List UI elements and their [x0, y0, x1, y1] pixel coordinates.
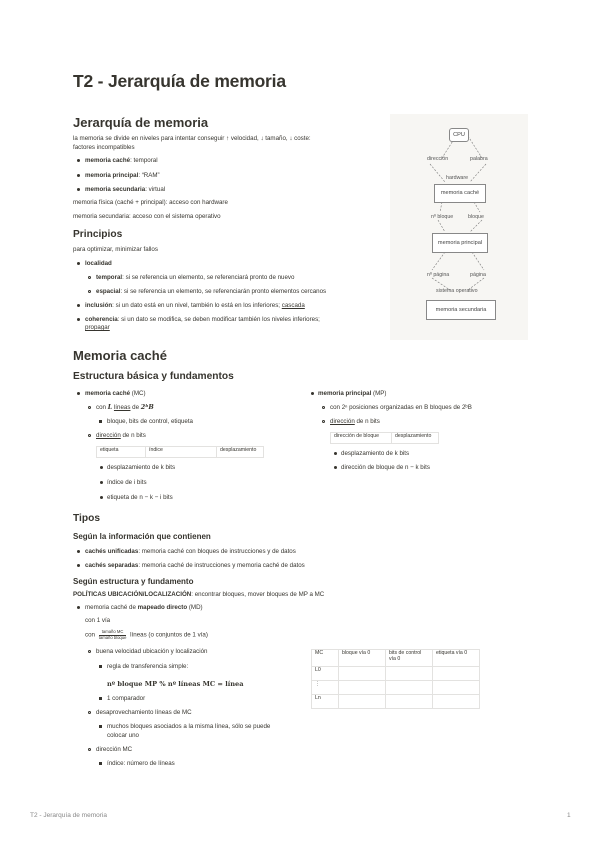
mc-indice: índice de i bits	[107, 479, 147, 486]
table-cell: etiqueta	[97, 447, 146, 458]
bullet-icon	[77, 188, 80, 191]
table-cell: desplazamiento	[217, 447, 264, 458]
diagram-label: sistema operativo	[436, 288, 478, 294]
bullet-icon	[88, 748, 91, 751]
list-item: memoria principal: “RAM”	[85, 172, 160, 179]
propagar-link[interactable]: propagar	[85, 324, 110, 331]
bullet-icon	[77, 318, 80, 321]
con-lineas: con tamaño MC tamaño bloque líneas (o conjuntos de 1 vía)	[85, 629, 208, 640]
mc-desp: desplazamiento de k bits	[107, 464, 176, 471]
bullet-icon	[77, 550, 80, 553]
bullet-icon	[311, 392, 314, 395]
heading-tipos: Tipos	[73, 513, 100, 524]
mp-address-table	[330, 432, 439, 444]
md-table	[311, 649, 480, 709]
bullet-icon	[88, 406, 91, 409]
mc-address-table	[96, 446, 264, 458]
table-header-cell: MC	[312, 650, 339, 667]
diagram-label: palabra	[470, 156, 488, 162]
muchos-bloques: muchos bloques asociados a la misma línea, sólo se puede	[107, 723, 271, 730]
table-row	[312, 667, 480, 681]
hierarchy-diagram	[390, 114, 528, 340]
bullet-icon	[77, 564, 80, 567]
bullet-icon	[99, 762, 102, 765]
list-item-inclusion: inclusión: si un dato está en un nivel, también lo está en los inferiores; cascada	[85, 302, 305, 309]
bullet-icon	[322, 420, 325, 423]
list-item: memoria secundaria: virtual	[85, 186, 166, 193]
mp-bloque: dirección de bloque de n − k bits	[341, 464, 430, 471]
bullet-icon	[99, 420, 102, 423]
list-item-temporal: temporal: si se referencia un elemento, se referenciará pronto de nuevo	[96, 274, 295, 281]
muchos-bloques-2: colocar uno	[107, 732, 139, 739]
table-cell: L0	[312, 667, 339, 681]
memoria-secundaria-text: memoria secundaria: acceso con el sistema operativo	[73, 213, 221, 220]
table-cell: desplazamiento	[392, 433, 439, 444]
list-item-unificadas: cachés unificadas: memoria caché con bloques de instrucciones y de datos	[85, 548, 296, 555]
table-row	[312, 681, 480, 695]
politicas-text: POLÍTICAS UBICACIÓN/LOCALIZACIÓN: encontrar bloques, mover bloques de MP a MC	[73, 591, 325, 598]
list-item: memoria caché: temporal	[85, 157, 158, 164]
table-cell: ⋮	[312, 681, 339, 695]
footer-title: T2 - Jerarquía de memoria	[30, 812, 107, 819]
bullet-icon	[88, 290, 91, 293]
regla-transferencia: regla de transferencia simple:	[107, 663, 189, 670]
bullet-icon	[77, 392, 80, 395]
cascada-link[interactable]: cascada	[281, 302, 305, 309]
con-1-via: con 1 vía	[85, 617, 111, 624]
heading-segun-info: Según la información que contienen	[73, 532, 211, 541]
secundaria-node: memoria secundaria	[426, 300, 496, 320]
section-heading-cache: Memoria caché	[73, 348, 167, 363]
mc-direccion: dirección de n bits	[96, 432, 146, 439]
list-item-separadas: cachés separadas: memoria caché de instrucciones y memoria caché de datos	[85, 562, 305, 569]
formula: nº bloque MP % nº líneas MC = línea	[107, 680, 244, 688]
cache-node: memoria caché	[434, 184, 486, 203]
mc-item: memoria caché (MC)	[85, 390, 146, 397]
localidad-label: localidad	[85, 260, 112, 267]
mp-desp: desplazamiento de k bits	[341, 450, 410, 457]
indice-lineas: índice: número de líneas	[107, 760, 175, 767]
bullet-icon	[322, 406, 325, 409]
table-cell: índice	[146, 447, 217, 458]
mc-bloque-bits: bloque, bits de control, etiqueta	[107, 418, 193, 425]
table-row	[312, 695, 480, 709]
diagram-label: hardware	[446, 175, 469, 181]
bullet-icon	[77, 606, 80, 609]
mp-direccion: dirección de n bits	[330, 418, 380, 425]
mp-con: con 2ⁿ posiciones organizadas en B bloques de 2ᵇB	[330, 404, 472, 411]
bullet-icon	[100, 481, 103, 484]
bullet-icon	[88, 650, 91, 653]
mp-item: memoria principal (MP)	[318, 390, 387, 397]
bullet-icon	[88, 711, 91, 714]
bullet-icon	[77, 174, 80, 177]
heading-principios: Principios	[73, 229, 123, 240]
principios-intro: para optimizar, minimizar fallos	[73, 246, 158, 253]
diagram-label: bloque	[468, 214, 484, 220]
bullet-icon	[77, 262, 80, 265]
diagram-label: página	[470, 272, 486, 278]
cpu-node: CPU	[449, 128, 469, 142]
mc-etiqueta: etiqueta de n − k − i bits	[107, 494, 173, 501]
bullet-icon	[99, 665, 102, 668]
principal-node: memoria principal	[432, 233, 488, 253]
section-heading-jerarquia: Jerarquía de memoria	[73, 115, 209, 130]
diagram-label: nº página	[427, 272, 450, 278]
list-item-coherencia: coherencia: si un dato se modifica, se deben modificar también los niveles inferiores;	[85, 316, 320, 323]
list-item-espacial: espacial: si se referencia un elemento, se referenciarán pronto elementos cercanos	[96, 288, 327, 295]
table-header-cell: bits de control vía 0	[386, 650, 433, 667]
bullet-icon	[100, 496, 103, 499]
diagram-label: nº bloque	[431, 214, 454, 220]
table-header-cell: bloque vía 0	[339, 650, 386, 667]
bullet-icon	[77, 304, 80, 307]
heading-segun-estructura: Según estructura y fundamento	[73, 577, 194, 586]
comparador: 1 comparador	[107, 695, 146, 702]
diagram-label: dirección	[427, 156, 449, 162]
desaprovechamiento: desaprovechamiento líneas de MC	[96, 709, 192, 716]
mapeado-item: memoria caché de mapeado directo (MD)	[85, 604, 203, 611]
memoria-fisica-text: memoria física (caché + principal): acceso con hardware	[73, 199, 228, 206]
bullet-icon	[334, 466, 337, 469]
table-header-cell: etiqueta vía 0	[433, 650, 480, 667]
bullet-icon	[99, 725, 102, 728]
table-cell: Ln	[312, 695, 339, 709]
page-title: T2 - Jerarquía de memoria	[73, 71, 286, 91]
mc-lineas: con L líneas de 2ᵇB	[96, 403, 154, 411]
intro-text-2: factores incompatibles	[73, 144, 135, 151]
bullet-icon	[77, 159, 80, 162]
bullet-icon	[99, 697, 102, 700]
bullet-icon	[88, 434, 91, 437]
bullet-icon	[88, 276, 91, 279]
direccion-mc: dirección MC	[96, 746, 133, 753]
footer-page-number: 1	[567, 812, 571, 819]
intro-text: la memoria se divide en niveles para intentar conseguir ↑ velocidad, ↓ tamaño, ↓ coste:	[73, 135, 311, 142]
table-cell: dirección de bloque	[331, 433, 392, 444]
bullet-icon	[334, 452, 337, 455]
buena-velocidad: buena velocidad ubicación y localización	[96, 648, 208, 655]
heading-estructura: Estructura básica y fundamentos	[73, 371, 234, 382]
bullet-icon	[100, 466, 103, 469]
